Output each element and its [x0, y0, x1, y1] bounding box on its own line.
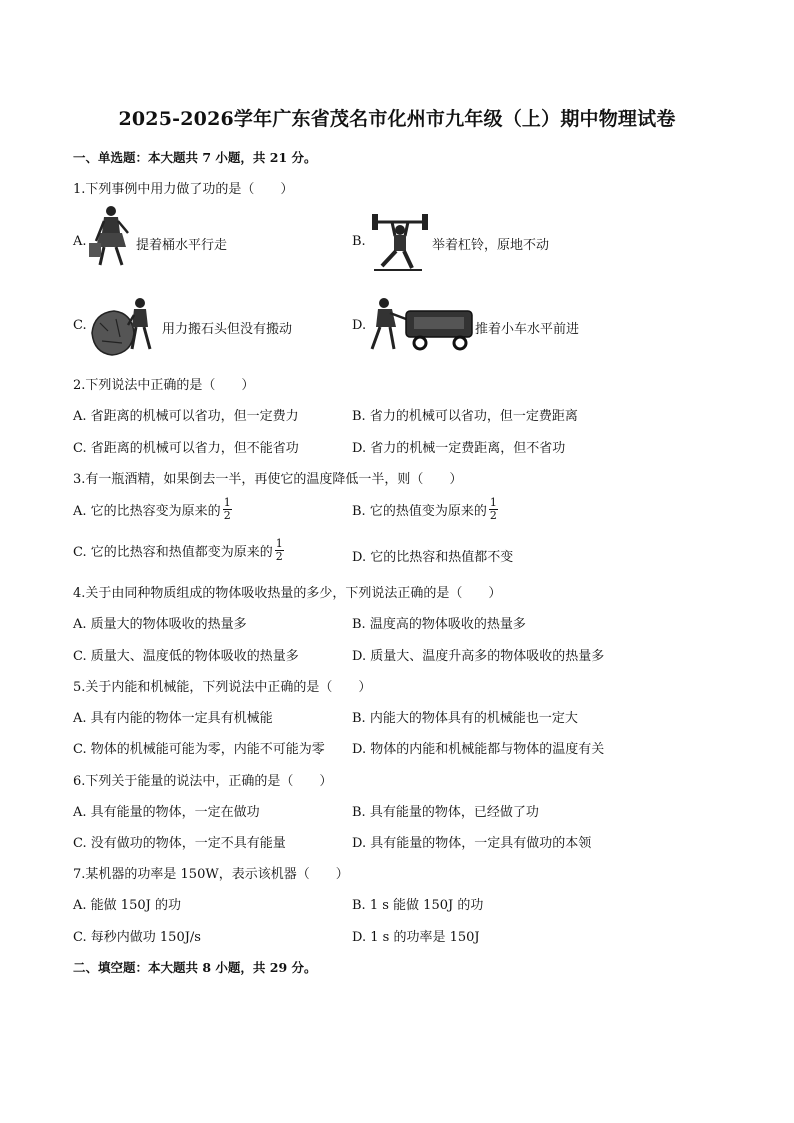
q4-option-d: D. 质量大、温度升高多的物体吸收的热量多 — [352, 649, 605, 664]
section-heading-single-choice: 一、单选题：本大题共 7 小题，共 21 分。 — [73, 150, 317, 165]
q4-option-c: C. 质量大、温度低的物体吸收的热量多 — [73, 649, 299, 664]
q6-option-a: A. 具有能量的物体，一定在做功 — [73, 805, 260, 820]
question-3-stem: 3.有一瓶酒精，如果倒去一半，再使它的温度降低一半，则（ ） — [73, 472, 463, 487]
q5-option-d: D. 物体的内能和机械能都与物体的温度有关 — [352, 742, 605, 757]
q7-option-d: D. 1 s 的功率是 150J — [352, 930, 480, 945]
q6-option-b: B. 具有能量的物体，已经做了功 — [352, 805, 539, 820]
person-carrying-bucket-icon — [86, 203, 140, 269]
q2-option-c: C. 省距离的机械可以省力，但不能省功 — [73, 441, 299, 456]
q6-option-c: C. 没有做功的物体，一定不具有能量 — [73, 836, 286, 851]
q3-option-b: B. 它的热值变为原来的 $\frac{1}{2}$ — [352, 496, 497, 522]
q2-option-a: A. 省距离的机械可以省功，但一定费力 — [73, 409, 299, 424]
question-7-stem: 7.某机器的功率是 150W，表示该机器（ ） — [73, 867, 349, 882]
q4-option-a: A. 质量大的物体吸收的热量多 — [73, 617, 247, 632]
question-1-stem: 1.下列事例中用力做了功的是（ ） — [73, 182, 294, 197]
q3-option-d: D. 它的比热容和热值都不变 — [352, 550, 514, 565]
exam-title: 2025-2026学年广东省茂名市化州市九年级（上）期中物理试卷 — [118, 108, 676, 130]
fraction-one-half: $\frac{1}{2}$ — [489, 496, 497, 522]
q7-option-a: A. 能做 150J 的功 — [73, 898, 181, 913]
section-heading-fill-in: 二、填空题：本大题共 8 小题，共 29 分。 — [73, 960, 317, 975]
q5-option-b: B. 内能大的物体具有的机械能也一定大 — [352, 711, 578, 726]
question-5-stem: 5.关于内能和机械能，下列说法中正确的是（ ） — [73, 680, 372, 695]
q1-option-c-text: 用力搬石头但没有搬动 — [162, 322, 293, 337]
q1-option-d-letter: D. — [352, 318, 367, 333]
question-4-stem: 4.关于由同种物质组成的物体吸收热量的多少，下列说法正确的是（ ） — [73, 586, 502, 601]
person-pushing-cart-icon — [368, 295, 476, 355]
q1-option-b-text: 举着杠铃，原地不动 — [432, 238, 550, 253]
fraction-one-half: $\frac{1}{2}$ — [275, 537, 283, 563]
q1-option-c-letter: C. — [73, 318, 87, 333]
q7-option-c: C. 每秒内做功 150J/s — [73, 930, 201, 945]
q5-option-a: A. 具有内能的物体一定具有机械能 — [73, 711, 273, 726]
q1-option-b-letter: B. — [352, 234, 366, 249]
q5-option-c: C. 物体的机械能可能为零，内能不可能为零 — [73, 742, 325, 757]
fraction-one-half: $\frac{1}{2}$ — [223, 496, 231, 522]
q1-option-d-text: 推着小车水平前进 — [475, 322, 580, 337]
q7-option-b: B. 1 s 能做 150J 的功 — [352, 898, 484, 913]
q3-option-c: C. 它的比热容和热值都变为原来的 $\frac{1}{2}$ — [73, 537, 283, 563]
q6-option-d: D. 具有能量的物体，一定具有做功的本领 — [352, 836, 592, 851]
q3-option-a: A. 它的比热容变为原来的 $\frac{1}{2}$ — [73, 496, 231, 522]
question-6-stem: 6.下列关于能量的说法中，正确的是（ ） — [73, 774, 333, 789]
question-2-stem: 2.下列说法中正确的是（ ） — [73, 378, 255, 393]
q1-option-a-letter: A. — [73, 234, 87, 249]
q4-option-b: B. 温度高的物体吸收的热量多 — [352, 617, 526, 632]
weightlifter-icon — [368, 210, 432, 274]
person-pushing-rock-icon — [88, 293, 162, 357]
q2-option-d: D. 省力的机械一定费距离，但不省功 — [352, 441, 566, 456]
q1-option-a-text: 提着桶水平行走 — [136, 238, 228, 253]
q2-option-b: B. 省力的机械可以省功，但一定费距离 — [352, 409, 578, 424]
